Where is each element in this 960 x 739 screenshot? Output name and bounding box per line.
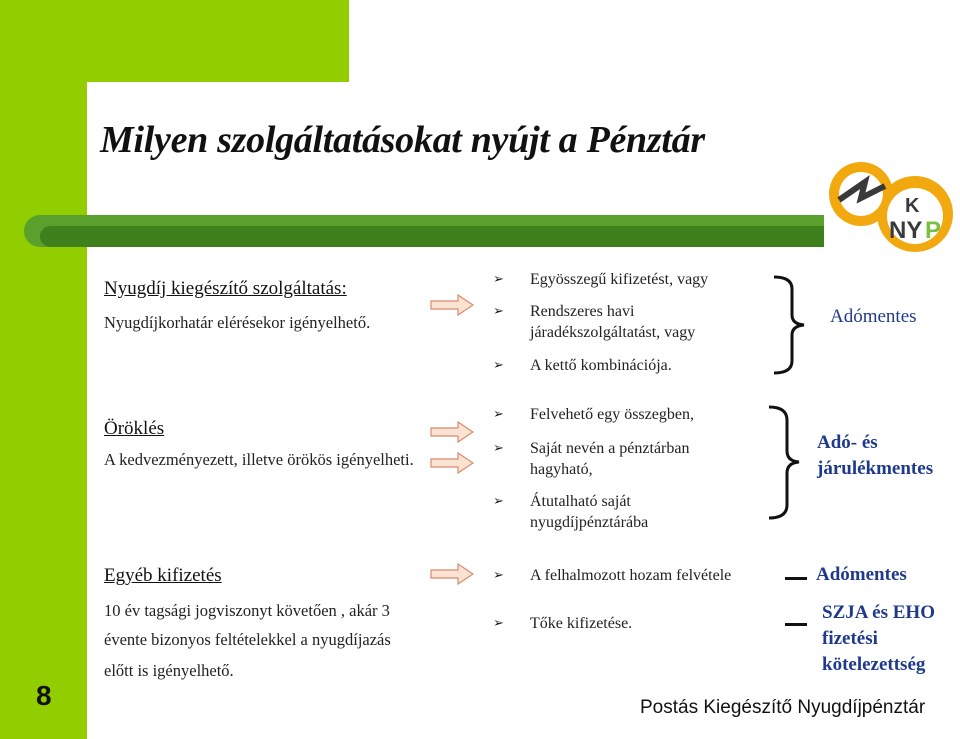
tag-tax-free-2: Adómentes <box>816 564 907 585</box>
bullet-arrow-icon: ➢ <box>493 272 504 287</box>
bullet-own-name-cont: hagyható, <box>530 461 593 478</box>
arrow-right-icon <box>430 294 474 316</box>
bullet-monthly: ➢ Rendszeres havi <box>493 303 635 320</box>
dash-connector <box>785 577 807 580</box>
section-description-pension: Nyugdíjkorhatár elérésekor igényelhető. <box>104 313 371 332</box>
section-description-line-2: évente bizonyos feltételekkel a nyugdíjazás <box>104 630 391 649</box>
title-underline-bar-shadow <box>40 226 824 247</box>
arrow-right-icon <box>430 421 474 443</box>
bullet-arrow-icon: ➢ <box>493 616 504 631</box>
bullet-transfer: ➢ Átutalható saját <box>493 493 631 510</box>
bullet-own-name: ➢ Saját nevén a pénztárban <box>493 440 690 457</box>
bullet-transfer-cont: nyugdíjpénztárába <box>530 514 649 531</box>
bullet-accumulated-yield: ➢ A felhalmozott hozam felvétele <box>493 567 732 584</box>
green-side-block <box>0 0 87 739</box>
section-heading-inheritance: Öröklés <box>104 418 165 439</box>
bullet-arrow-icon: ➢ <box>493 441 504 456</box>
section-heading-pension: Nyugdíj kiegészítő szolgáltatás: <box>104 278 347 299</box>
page-title: Milyen szolgáltatásokat nyújt a Pénztár <box>100 119 705 161</box>
bullet-capital-payment: ➢ Tőke kifizetése. <box>493 615 633 632</box>
bullet-arrow-icon: ➢ <box>493 568 504 583</box>
section-heading-other-payment: Egyéb kifizetés <box>104 565 222 586</box>
arrow-right-icon <box>430 452 474 474</box>
bullet-arrow-icon: ➢ <box>493 494 504 509</box>
right-brace-icon <box>765 405 815 520</box>
svg-text:K: K <box>905 195 920 217</box>
right-brace-icon <box>770 275 820 375</box>
section-description-inheritance: A kedvezményezett, illetve örökös igényelheti. <box>104 450 414 469</box>
footer-text: Postás Kiegészítő Nyugdíjpénztár <box>640 697 926 718</box>
bullet-one-sum: ➢ Felvehető egy összegben, <box>493 406 694 423</box>
section-description-line-1: 10 év tagsági jogviszonyt követően , akár 3 <box>104 601 390 620</box>
bullet-monthly-cont: járadékszolgáltatást, vagy <box>530 324 696 341</box>
svg-text:P: P <box>925 217 942 244</box>
bullet-arrow-icon: ➢ <box>493 304 504 319</box>
arrow-right-icon <box>430 563 474 585</box>
bullet-arrow-icon: ➢ <box>493 358 504 373</box>
bullet-lump-sum: ➢ Egyösszegű kifizetést, vagy <box>493 271 709 288</box>
bullet-combination: ➢ A kettő kombinációja. <box>493 357 672 374</box>
tag-szja-eho-obligation: SZJA és EHO fizetési kötelezettség <box>822 602 935 675</box>
tag-tax-free-1: Adómentes <box>830 306 917 327</box>
section-description-line-3: előtt is igényelhető. <box>104 661 234 680</box>
svg-text:NY: NY <box>889 217 923 244</box>
knyp-logo <box>825 152 955 260</box>
bullet-arrow-icon: ➢ <box>493 407 504 422</box>
dash-connector <box>785 623 807 626</box>
slide-number: 8 <box>36 680 52 711</box>
tag-tax-and-contribution-free: Adó- és járulékmentes <box>817 432 934 479</box>
